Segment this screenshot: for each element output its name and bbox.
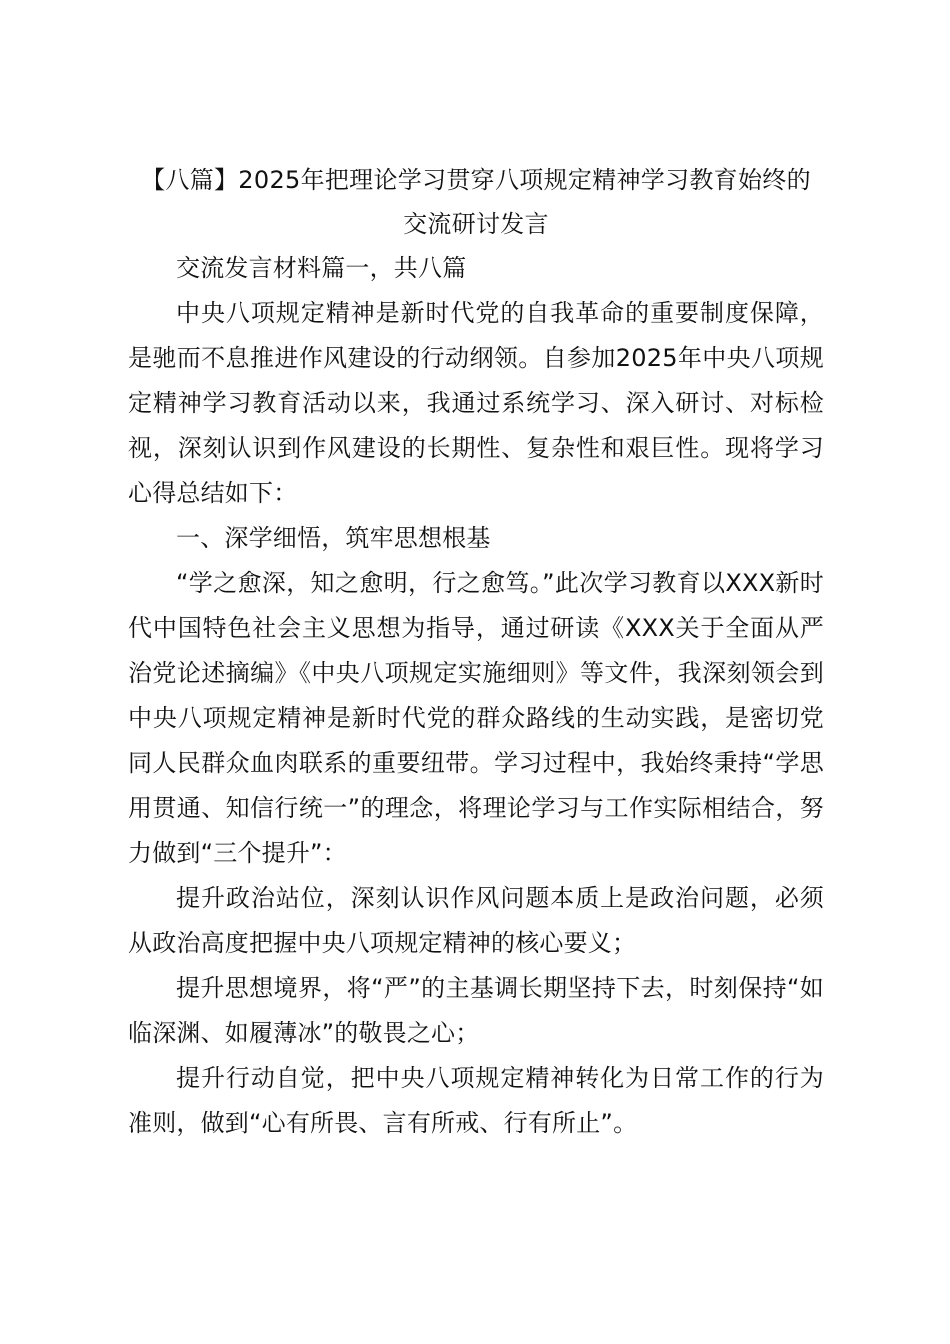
section-heading-1: 一、深学细悟，筑牢思想根基 (176, 524, 491, 552)
paragraph-intro: 中央八项规定精神是新时代党的自我革命的重要制度保障，是驰而不息推进作风建设的行动纲领。自参加2025年中央八项规定精神学习教育活动以来，我通过系统学习、深入研讨、对标检视，深刻认识到作风建设的长期性、复杂性和艰巨性。现将学习心得总结如下： (128, 299, 824, 507)
paragraph-study: “学之愈深，知之愈明，行之愈笃。”此次学习教育以XXX新时代中国特色社会主义思想为指导，通过研读《XXX关于全面从严治党论述摘编》《中央八项规定实施细则》等文件，我深刻领会到中央八项规定精神是新时代党的群众路线的生动实践，是密切党同人民群众血肉联系的重要纽带。学习过程中，我始终秉持“学思用贯通、知信行统一”的理念，将理论学习与工作实际相结合，努力做到“三个提升”： (128, 569, 824, 867)
paragraph-point-1: 提升政治站位，深刻认识作风问题本质上是政治问题，必须从政治高度把握中央八项规定精神的核心要义； (128, 884, 824, 957)
paragraph-point-3: 提升行动自觉，把中央八项规定精神转化为日常工作的行为准则，做到“心有所畏、言有所戒、行有所止”。 (128, 1064, 824, 1137)
title-line-1: 【八篇】2025年把理论学习贯穿八项规定精神学习教育始终的 (141, 166, 811, 194)
paragraph-point-2: 提升思想境界，将“严”的主基调长期坚持下去，时刻保持“如临深渊、如履薄冰”的敬畏之心； (128, 974, 824, 1047)
document-title (128, 158, 824, 246)
document-page (128, 158, 824, 1146)
paragraph-subtitle: 交流发言材料篇一，共八篇 (176, 254, 467, 282)
title-line-2: 交流研讨发言 (403, 210, 549, 238)
